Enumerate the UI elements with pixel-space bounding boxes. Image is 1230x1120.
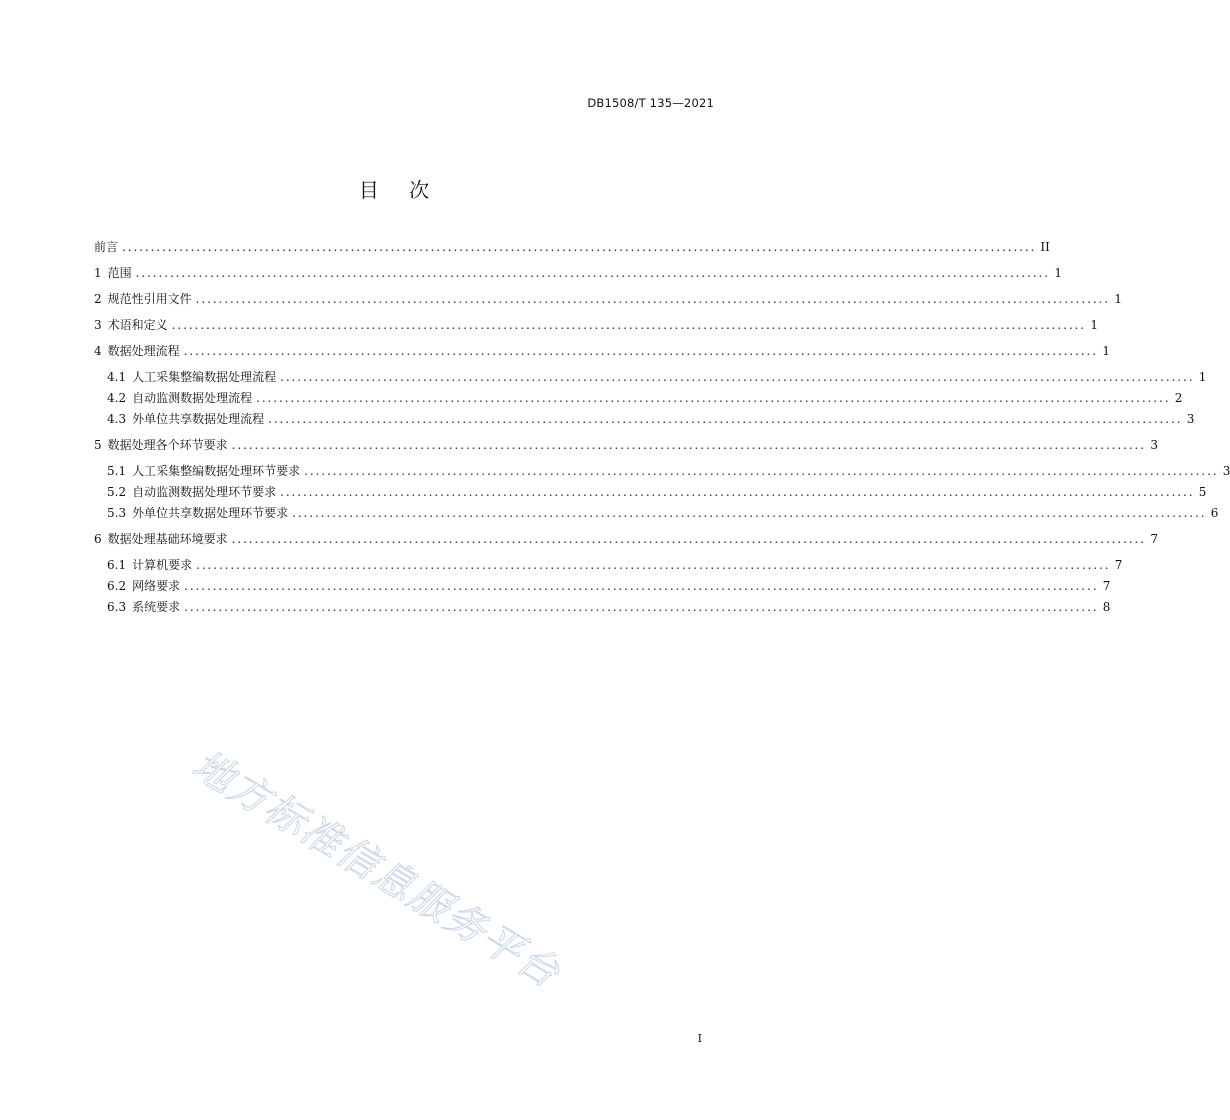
toc-entry-page: 1 [1090, 318, 1098, 332]
toc-entry-label: 自动监测数据处理流程 [132, 391, 253, 405]
toc-entry-4-2[interactable] [94, 388, 1183, 409]
toc-entry-5-3[interactable] [94, 503, 1219, 524]
toc-entry-label: 人工采集整编数据处理环节要求 [132, 464, 301, 478]
toc-leader-dots: ................................................................................................................................................................ [304, 464, 1219, 478]
toc-entry-page: 5 [1198, 485, 1207, 499]
toc-entry-4-1[interactable] [94, 367, 1207, 388]
toc-entry-page: 7 [1114, 558, 1123, 572]
toc-entry-label: 前言 [94, 240, 119, 254]
toc-entry-label: 术语和定义 [107, 318, 168, 332]
toc-entry-label: 外单位共享数据处理流程 [132, 412, 265, 426]
toc-entry-5-1[interactable] [94, 461, 1230, 482]
toc-leader-dots: ................................................................................................................................................................ [292, 506, 1207, 520]
toc-entry-6[interactable] [94, 529, 1158, 550]
toc-leader-dots: ................................................................................................................................................................ [196, 558, 1111, 572]
toc-entry-page: 1 [1198, 370, 1207, 384]
toc-entry-page: 3 [1222, 464, 1230, 478]
toc-entry-page: II [1040, 240, 1050, 254]
toc-entry-number: 4.3 [107, 412, 127, 426]
toc-entry-number: 4.1 [107, 370, 127, 384]
toc-entry-page: 7 [1150, 532, 1158, 546]
toc-entry-number: 3 [94, 318, 102, 332]
toc-leader-dots: ................................................................................................................................................................ [268, 412, 1183, 426]
toc-leader-dots: ................................................................................................................................................................ [122, 240, 1037, 254]
page-number: I [697, 1032, 702, 1045]
toc-entry-page: 6 [1210, 506, 1219, 520]
toc-entry-label: 范围 [107, 266, 132, 280]
toc-entry-5[interactable] [94, 435, 1158, 456]
toc-entry-number: 5.3 [107, 506, 127, 520]
toc-entry-page: 7 [1102, 579, 1111, 593]
toc-leader-dots: ................................................................................................................................................................ [195, 292, 1110, 306]
toc-entry-number: 4.2 [107, 391, 127, 405]
toc-entry-label: 计算机要求 [132, 558, 193, 572]
toc-entry-label: 网络要求 [132, 579, 181, 593]
toc-entry-page: 1 [1114, 292, 1122, 306]
toc-entry-label: 自动监测数据处理环节要求 [132, 485, 277, 499]
toc-entry-label: 人工采集整编数据处理流程 [132, 370, 277, 384]
toc-entry-number: 6.3 [107, 600, 127, 614]
watermark: 地方标准信息服务平台 [184, 741, 569, 998]
toc-entry-3[interactable] [94, 315, 1098, 336]
toc-entry-1[interactable] [94, 263, 1062, 284]
toc-entry-label: 数据处理各个环节要求 [107, 438, 228, 452]
toc-leader-dots: ................................................................................................................................................................ [231, 532, 1146, 546]
table-of-contents [94, 237, 1230, 618]
toc-entry-4-3[interactable] [94, 409, 1195, 430]
toc-entry-number: 2 [94, 292, 102, 306]
toc-entry-label: 外单位共享数据处理环节要求 [132, 506, 289, 520]
document-code: DB1508/T 135—2021 [587, 96, 714, 110]
toc-entry-number: 4 [94, 344, 102, 358]
toc-entry-number: 5 [94, 438, 102, 452]
toc-entry-number: 5.1 [107, 464, 127, 478]
toc-entry-page: 3 [1186, 412, 1195, 426]
toc-entry-number: 6.1 [107, 558, 127, 572]
toc-leader-dots: ................................................................................................................................................................ [171, 318, 1086, 332]
toc-entry-page: 1 [1054, 266, 1062, 280]
toc-leader-dots: ................................................................................................................................................................ [135, 266, 1050, 280]
toc-entry-number: 6 [94, 532, 102, 546]
toc-entry-label: 数据处理流程 [107, 344, 180, 358]
toc-entry-number: 1 [94, 266, 102, 280]
toc-title: 目 次 [358, 178, 442, 202]
toc-leader-dots: ................................................................................................................................................................ [280, 485, 1195, 499]
toc-leader-dots: ................................................................................................................................................................ [183, 344, 1098, 358]
toc-entry-page: 8 [1102, 600, 1111, 614]
toc-leader-dots: ................................................................................................................................................................ [184, 600, 1099, 614]
toc-leader-dots: ................................................................................................................................................................ [231, 438, 1146, 452]
toc-entry-label: 系统要求 [132, 600, 181, 614]
toc-entry-6-2[interactable] [94, 576, 1111, 597]
toc-entry-4[interactable] [94, 341, 1110, 362]
toc-entry-2[interactable] [94, 289, 1122, 310]
toc-entry-label: 规范性引用文件 [107, 292, 192, 306]
toc-leader-dots: ................................................................................................................................................................ [256, 391, 1171, 405]
toc-leader-dots: ................................................................................................................................................................ [280, 370, 1195, 384]
toc-entry-page: 2 [1174, 391, 1183, 405]
toc-entry-6-3[interactable] [94, 597, 1111, 618]
toc-entry-page: 3 [1150, 438, 1158, 452]
toc-entry-foreword[interactable] [94, 237, 1050, 258]
toc-entry-page: 1 [1102, 344, 1110, 358]
toc-entry-number: 5.2 [107, 485, 127, 499]
toc-entry-number: 6.2 [107, 579, 127, 593]
toc-entry-label: 数据处理基础环境要求 [107, 532, 228, 546]
toc-entry-6-1[interactable] [94, 555, 1123, 576]
toc-leader-dots: ................................................................................................................................................................ [184, 579, 1099, 593]
toc-entry-5-2[interactable] [94, 482, 1207, 503]
